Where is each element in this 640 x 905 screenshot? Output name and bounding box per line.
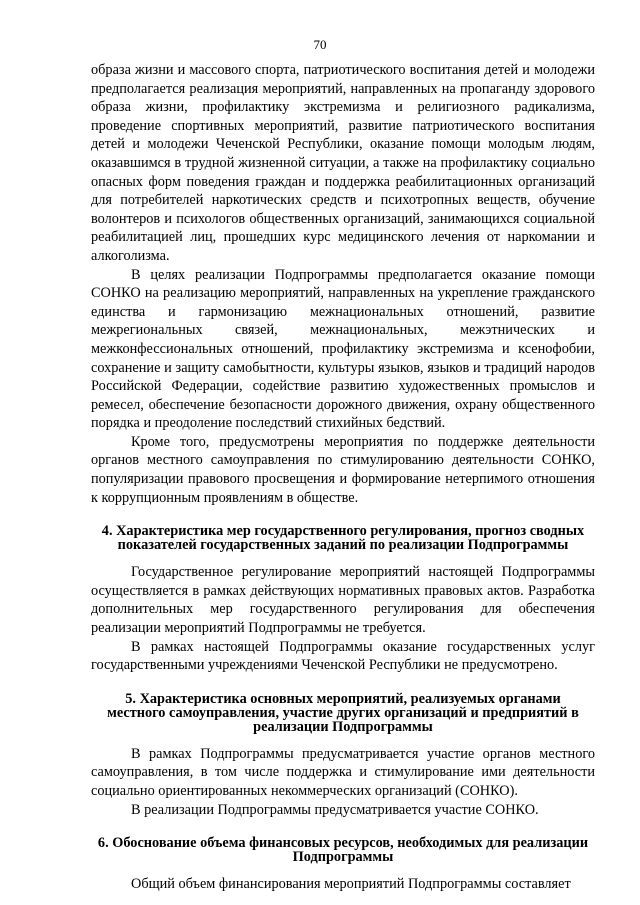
paragraph-sonko-support: В целях реализации Подпрограммы предполагается оказание помощи СОНКО на реализацию мероприятий, направленных на укрепление гражданского единства и гармонизацию межнациональных отношений, развитие межрегиональных связей, межнациональных, межэтнических и межконфессиональных отношений, профилактику экстремизма и ксенофобии, сохранение и защиту самобытности, культуры языков, языков и традиций народов Российской Федерации, содействие развитию художественных промыслов и ремесел, обеспечение безопасности дорожного движения, охрану общественного порядка и преодоление последствий стихийных бедствий. <box>91 266 595 432</box>
section-heading-4: 4. Характеристика мер государственного регулирования, прогноз сводных показателей государственных заданий по реализации Подпрограммы <box>101 523 585 554</box>
page-number: 70 <box>313 37 327 52</box>
section-heading-6: 6. Обоснование объема финансовых ресурсов, необходимых для реализации Подпрограммы <box>97 835 589 866</box>
paragraph-funding: Общий объем финансирования мероприятий Подпрограммы составляет <box>131 876 571 893</box>
paragraph-local-government: Кроме того, предусмотрены мероприятия по поддержке деятельности органов местного самоуправления по стимулированию деятельности СОНКО, популяризации правового просвещения и формирование нетерпимого отношения к коррупционным проявлениям в обществе. <box>91 433 595 506</box>
paragraph-state-services: В рамках настоящей Подпрограммы оказание государственных услуг государственными учреждениями Чеченской Республики не предусмотрено. <box>91 638 595 674</box>
paragraph-sonko-participation: В реализации Подпрограммы предусматривается участие СОНКО. <box>131 801 539 818</box>
document-body <box>91 61 595 894</box>
section-heading-5: 5. Характеристика основных мероприятий, реализуемых органами местного самоуправления, участие других организаций и предприятий в реализации Подпрограммы <box>107 690 579 735</box>
paragraph-municipal-participation: В рамках Подпрограммы предусматривается участие органов местного самоуправления, в том числе поддержка и стимулирование ими деятельности социально ориентированных некоммерческих организаций (СОНКО). <box>91 745 595 799</box>
paragraph-state-regulation: Государственное регулирование мероприятий настоящей Подпрограммы осуществляется в рамках действующих нормативных правовых актов. Разработка дополнительных мер государственного регулирования для обеспечения реализации мероприятий Подпрограммы не требуется. <box>91 564 595 637</box>
paragraph-continuation: образа жизни и массового спорта, патриотического воспитания детей и молодежи предполагается реализация мероприятий, направленных на пропаганду здорового образа жизни, профилактику экстремизма и религиозного радикализма, проведение спортивных мероприятий, развитие патриотического воспитания детей и молодежи Чеченской Республики, оказание помощи молодым людям, оказавшимся в трудной жизненной ситуации, а также на профилактику социально опасных форм поведения граждан и поддержка реабилитационных организаций для потребителей наркотических средств и психотропных веществ, обучение волонтеров и психологов общественных организаций, занимающихся социальной реабилитацией лиц, прошедших курс медицинского лечения от наркомании и алкоголизма. <box>91 62 595 264</box>
